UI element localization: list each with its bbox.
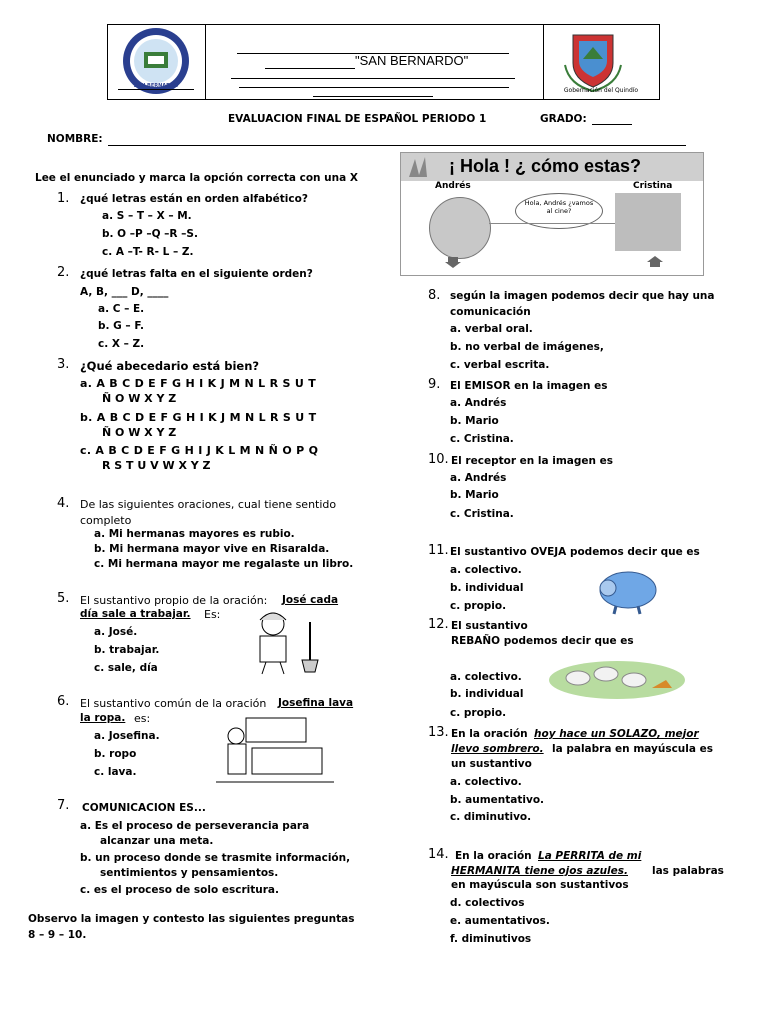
option-b[interactable]: b. trabajar. (94, 644, 160, 656)
question-text: El EMISOR en la imagen es (450, 380, 608, 392)
option-a[interactable]: a. Andrés (450, 472, 507, 484)
speech-bubble: Hola, Andrés ¿vamos al cine? (524, 199, 594, 215)
option-c[interactable]: c. propio. (450, 600, 507, 612)
question-text: COMUNICACION ES... (82, 802, 206, 814)
option-c[interactable]: c. propio. (450, 707, 507, 719)
option-a[interactable]: a. Mi hermanas mayores es rubio. (94, 528, 295, 540)
question-text: El receptor en la imagen es (451, 455, 614, 467)
option-a[interactable]: a. Josefina. (94, 730, 160, 742)
option-a[interactable]: a. A B C D E F G H I K J M N L R S U T (80, 377, 316, 390)
cristina-portrait (615, 193, 681, 251)
andres-portrait (429, 197, 491, 259)
speaker-right-name: Cristina (633, 181, 673, 191)
option-b[interactable]: b. individual (450, 582, 524, 594)
option-c[interactable]: c. Mi hermana mayor me regalaste un libro. (94, 558, 354, 570)
question-text: ¿qué letras falta en el siguiente orden? (80, 268, 313, 280)
option-a[interactable]: a. colectivo. (450, 564, 522, 576)
logo-left-text: SAN BERNARDO (133, 83, 179, 89)
exam-title: EVALUACION FINAL DE ESPAÑOL PERIODO 1 (228, 113, 487, 125)
option-c[interactable]: c. diminutivo. (450, 811, 532, 823)
arrow-up-icon (647, 255, 663, 269)
option-a[interactable]: a. C – E. (98, 303, 145, 315)
option-a[interactable]: a. S – T – X – M. (102, 210, 192, 222)
option-b[interactable]: b. Mario (450, 489, 499, 501)
option-c[interactable]: c. Cristina. (450, 508, 514, 520)
option-c[interactable]: c. es el proceso de solo escritura. (80, 884, 279, 896)
header-box (107, 24, 660, 100)
question-text: De las siguientes oraciones, cual tiene sentido (80, 498, 337, 511)
option-c[interactable]: c. A –T- R- L – Z. (102, 246, 194, 258)
option-c[interactable]: c. verbal escrita. (450, 359, 550, 371)
arrow-down-icon (445, 255, 461, 269)
waving-hands-icon (403, 153, 451, 181)
option-d[interactable]: d. colectivos (450, 897, 525, 909)
comic-image (400, 152, 704, 276)
option-b[interactable]: b. Mi hermana mayor vive en Risaralda. (94, 543, 330, 555)
header-center-cell (205, 25, 544, 99)
instruction: Lee el enunciado y marca la opción correcta con una X (35, 172, 358, 184)
option-b[interactable]: b. G – F. (98, 320, 144, 332)
observe-instruction: Observo la imagen y contesto las siguientes preguntas (28, 913, 355, 925)
option-a[interactable]: a. verbal oral. (450, 323, 533, 335)
option-a[interactable]: a. colectivo. (450, 776, 522, 788)
option-a[interactable]: a. Es el proceso de perseverancia para (80, 820, 310, 832)
option-c[interactable]: c. A B C D E F G H I J K L M N Ñ O P Q (80, 444, 319, 457)
option-a[interactable]: a. colectivo. (450, 671, 522, 683)
worker-illustration (238, 608, 330, 676)
option-b[interactable]: b. individual (450, 688, 524, 700)
option-b[interactable]: b. aumentativo. (450, 794, 545, 806)
option-b[interactable]: b. no verbal de imágenes, (450, 341, 604, 353)
question-text: En la oración (451, 728, 528, 740)
option-c[interactable]: c. sale, día (94, 662, 158, 674)
option-c[interactable]: c. Cristina. (450, 433, 514, 445)
question-text: ¿qué letras están en orden alfabético? (80, 193, 308, 205)
option-b[interactable]: b. O –P –Q –R –S. (102, 228, 198, 240)
name-field[interactable] (108, 145, 686, 146)
option-b[interactable]: b. Mario (450, 415, 499, 427)
comic-title: ¡ Hola ! ¿ cómo estas? (449, 156, 642, 176)
speaker-left-name: Andrés (435, 181, 471, 191)
option-b[interactable]: b. A B C D E F G H I K J M N L R S U T (80, 411, 317, 424)
letter-sequence: A, B, ___ D, ____ (80, 286, 169, 298)
option-a[interactable]: a. José. (94, 626, 138, 638)
question-text: El sustantivo (451, 620, 528, 632)
grade-field[interactable] (592, 124, 632, 125)
question-text: según la imagen podemos decir que hay una (450, 290, 715, 302)
school-name: "SAN BERNARDO" (355, 53, 469, 68)
washing-illustration (216, 714, 336, 788)
question-text: El sustantivo OVEJA podemos decir que es (450, 546, 700, 558)
flock-illustration (548, 654, 686, 700)
question-text: El sustantivo común de la oración (80, 697, 267, 710)
sheep-illustration (594, 566, 660, 616)
question-text: El sustantivo propio de la oración: (80, 594, 268, 607)
option-b[interactable]: b. un proceso donde se trasmite información, (80, 852, 351, 864)
option-b[interactable]: b. ropo (94, 748, 137, 760)
grade-label: GRADO: (540, 113, 587, 125)
arrow-line (489, 223, 615, 224)
question-text: En la oración (455, 850, 532, 862)
question-text: ¿Qué abecedario está bien? (80, 359, 260, 373)
option-a[interactable]: a. Andrés (450, 397, 507, 409)
logo-right-caption: Gobernación del Quindío (563, 87, 639, 94)
option-c[interactable]: c. X – Z. (98, 338, 145, 350)
option-f[interactable]: f. diminutivos (450, 933, 532, 945)
header-left-cell (108, 25, 206, 99)
header-right-cell (543, 25, 660, 99)
option-c[interactable]: c. lava. (94, 766, 137, 778)
option-e[interactable]: e. aumentativos. (450, 915, 550, 927)
name-label: NOMBRE: (47, 133, 103, 145)
